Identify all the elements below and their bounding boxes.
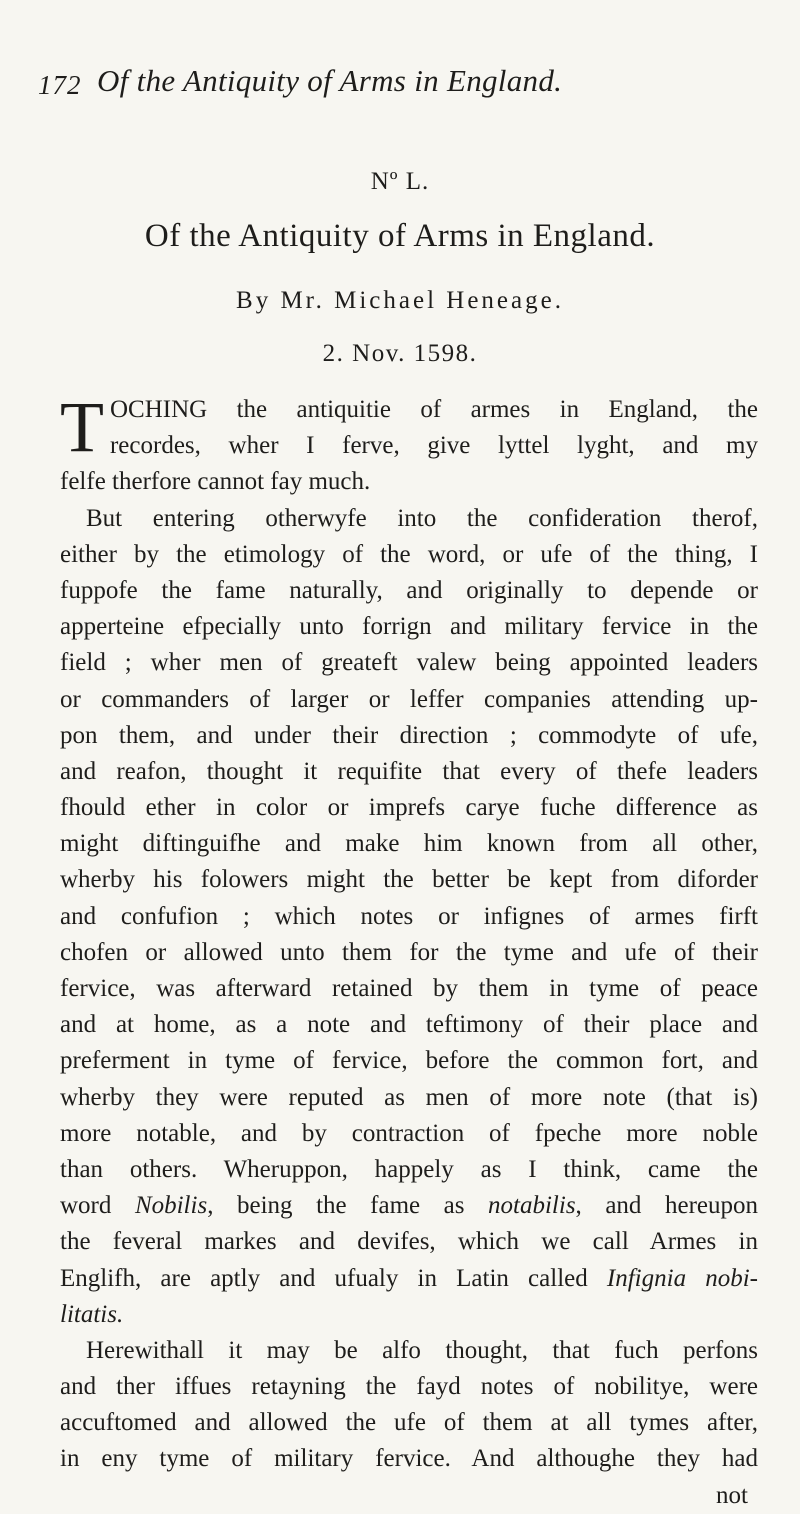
- body-line: more notable, and by contraction of fpeche more noble: [60, 1119, 758, 1147]
- body-line-insignia: Englifh, are aptly and ufualy in Latin called Infignia nobi-: [60, 1264, 758, 1292]
- body-line: preferment in tyme of fervice, before the common fort, and: [60, 1047, 758, 1075]
- article-date: 2. Nov. 1598.: [322, 340, 478, 367]
- body-line: apperteine efpecially unto forrign and military fervice in the: [60, 613, 758, 641]
- body-line: in eny tyme of military fervice. And althoughe they had: [60, 1445, 758, 1473]
- body-line: either by the etimology of the word, or ufe of the thing, I: [60, 540, 758, 568]
- body-line: OCHING the antiquitie of armes in England, the: [109, 396, 758, 423]
- body-line: Herewithall it may be alfo thought, that fuch perfons: [86, 1336, 758, 1364]
- body-line: fuppofe the fame naturally, and originally to depende or: [60, 576, 758, 604]
- body-line: might diftinguifhe and make him known from all other,: [60, 830, 758, 858]
- body-line: and confufion ; which notes or infignes of armes firft: [60, 902, 758, 930]
- article-author: By Mr. Michael Heneage.: [236, 287, 564, 314]
- drop-cap: T: [60, 392, 104, 465]
- body-line: chofen or allowed unto them for the tyme and ufe of their: [60, 938, 758, 966]
- body-line: and ther iffues retayning the fayd notes of nobilitye, were: [60, 1373, 758, 1401]
- body-line-nobilis: word Nobilis, being the fame as notabilis, and hereupon: [60, 1192, 758, 1220]
- body-line: pon them, and under their direction ; commodyte of ufe,: [60, 721, 758, 749]
- body-line: fervice, was afterward retained by them in tyme of peace: [60, 975, 758, 1002]
- body-line: or commanders of larger or leffer companies attending up-: [60, 685, 758, 713]
- body-line: wherby his folowers might the better be kept from diforder: [60, 866, 758, 894]
- body-text: [60, 392, 758, 1514]
- body-line: But entering otherwyfe into the confideration therof,: [86, 504, 758, 532]
- body-line: the feveral markes and devifes, which we call Armes in: [60, 1228, 758, 1256]
- body-line: litatis.: [60, 1300, 124, 1328]
- article-number: Nº L.: [370, 168, 430, 195]
- body-line: accuftomed and allowed the ufe of them at all tymes after,: [60, 1409, 758, 1437]
- body-line: recordes, wher I ferve, give lyttel lyght, and my: [109, 432, 758, 460]
- body-line: field ; wher men of greateft valew being appointed leaders: [60, 649, 758, 677]
- catchword: not: [716, 1481, 748, 1509]
- article-title: Of the Antiquity of Arms in England.: [144, 218, 656, 254]
- body-line: fhould ether in color or imprefs carye fuche difference as: [60, 794, 758, 822]
- page-number: 172: [38, 70, 82, 100]
- body-line: wherby they were reputed as men of more note (that is): [60, 1083, 758, 1111]
- body-line: and at home, as a note and teftimony of their place and: [60, 1011, 758, 1039]
- body-line: and reafon, thought it requifite that every of thefe leaders: [60, 757, 758, 785]
- running-head: Of the Antiquity of Arms in England.: [97, 63, 563, 98]
- body-line: felfe therfore cannot fay much.: [60, 468, 371, 496]
- body-line: than others. Wheruppon, happely as I think, came the: [60, 1155, 758, 1183]
